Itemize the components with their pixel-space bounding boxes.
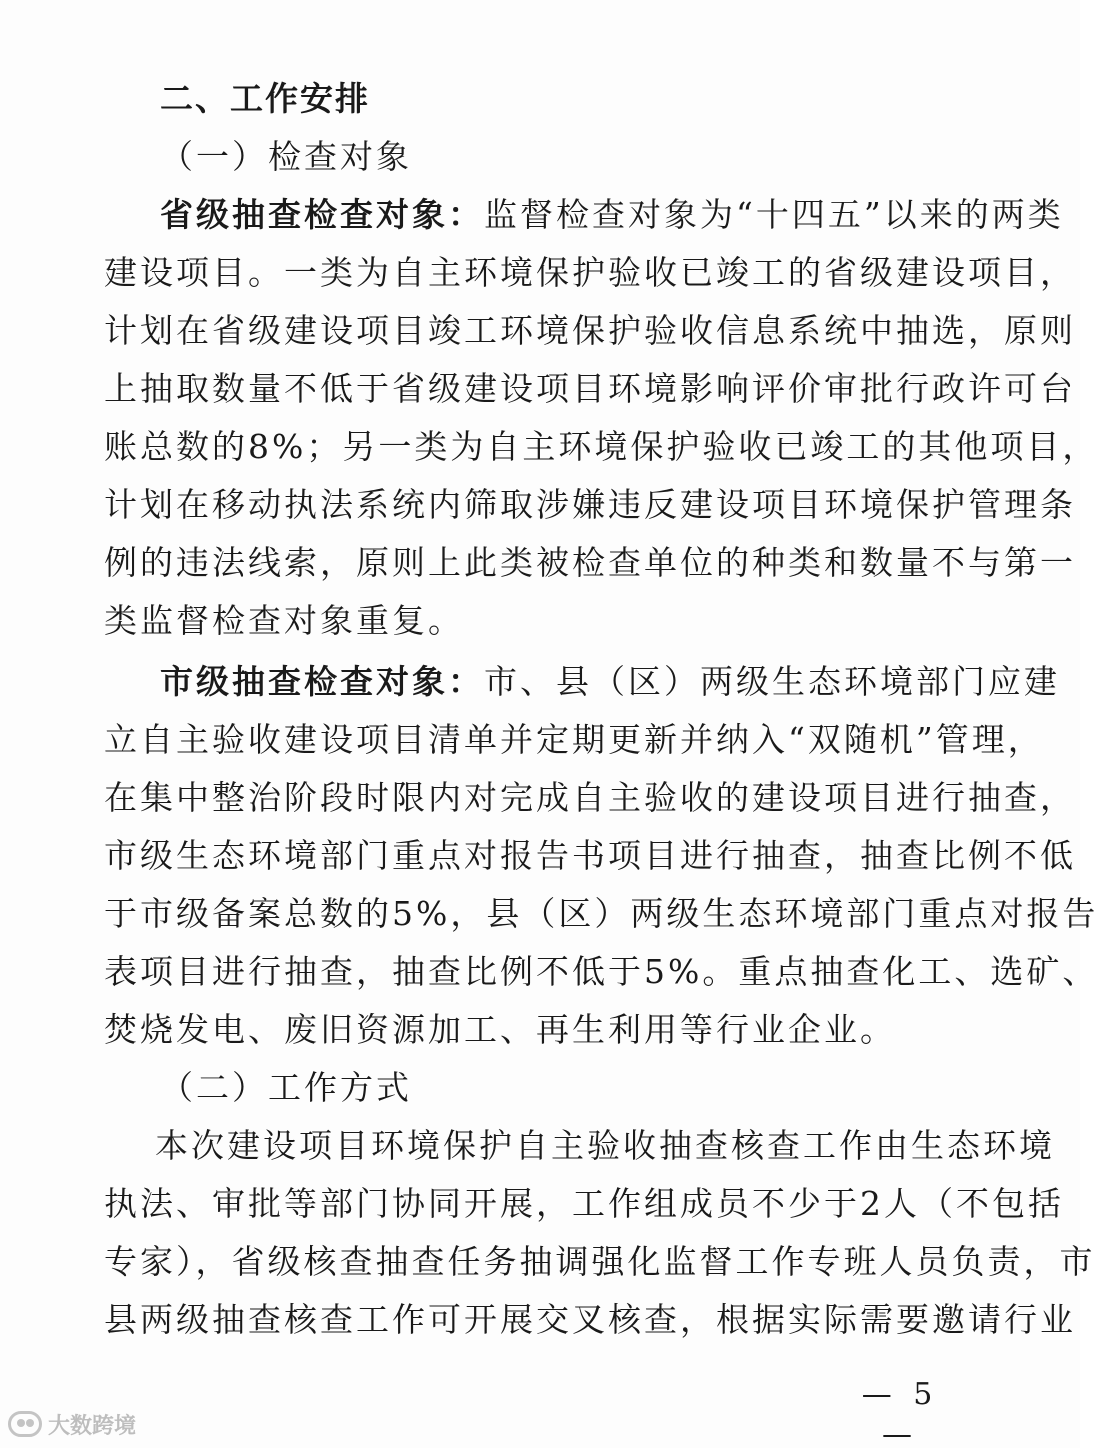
paragraph-method-first-line: 本次建设项目环境保护自主验收抽查核查工作由生态环境 bbox=[155, 1126, 1055, 1165]
paragraph-municipal-line: 市级生态环境部门重点对报告书项目进行抽查，抽查比例不低 bbox=[104, 836, 1076, 875]
paragraph-provincial-line: 例的违法线索，原则上此类被检查单位的种类和数量不与第一 bbox=[104, 543, 1076, 582]
paragraph-provincial-line: 类监督检查对象重复。 bbox=[104, 601, 464, 640]
municipal-first-line-text: 市、县（区）两级生态环境部门应建 bbox=[484, 662, 1060, 701]
subheading-inspection-targets: （一）检查对象 bbox=[160, 137, 412, 176]
paragraph-municipal-first-line bbox=[160, 653, 1060, 711]
municipal-label: 市级抽查检查对象： bbox=[160, 662, 484, 701]
watermark bbox=[8, 1406, 136, 1442]
provincial-first-line-text: 监督检查对象为“十四五”以来的两类 bbox=[484, 195, 1064, 234]
paragraph-municipal-line: 立自主验收建设项目清单并定期更新并纳入“双随机”管理， bbox=[104, 720, 1044, 759]
paragraph-provincial-line: 建设项目。一类为自主环境保护验收已竣工的省级建设项目， bbox=[104, 253, 1076, 292]
paragraph-provincial-line: 计划在省级建设项目竣工环境保护验收信息系统中抽选，原则 bbox=[104, 311, 1076, 350]
provincial-label: 省级抽查检查对象： bbox=[160, 195, 484, 234]
paragraph-method-line: 专家），省级核查抽查任务抽调强化监督工作专班人员负责，市 bbox=[104, 1242, 1096, 1281]
section-heading: 二、工作安排 bbox=[160, 79, 370, 118]
paragraph-provincial-first-line bbox=[160, 186, 1064, 244]
paragraph-municipal-line: 焚烧发电、废旧资源加工、再生利用等行业企业。 bbox=[104, 1010, 896, 1049]
paragraph-municipal-line: 在集中整治阶段时限内对完成自主验收的建设项目进行抽查， bbox=[104, 778, 1076, 817]
paragraph-method-line: 县两级抽查核查工作可开展交叉核查，根据实际需要邀请行业 bbox=[104, 1300, 1076, 1339]
watermark-text: 大数跨境 bbox=[48, 1413, 137, 1439]
paragraph-municipal-line: 于市级备案总数的5%，县（区）两级生态环境部门重点对报告 bbox=[104, 894, 1098, 933]
paragraph-provincial-line: 账总数的8%；另一类为自主环境保护验收已竣工的其他项目， bbox=[104, 427, 1098, 466]
paragraph-municipal-line: 表项目进行抽查，抽查比例不低于5%。重点抽查化工、选矿、 bbox=[104, 952, 1098, 991]
paragraph-provincial-line: 计划在移动执法系统内筛取涉嫌违反建设项目环境保护管理条 bbox=[104, 485, 1076, 524]
page-number: — 5 — bbox=[861, 1377, 939, 1452]
subheading-work-method: （二）工作方式 bbox=[160, 1068, 412, 1107]
paragraph-method-line: 执法、审批等部门协同开展，工作组成员不少于2人（不包括 bbox=[104, 1184, 1064, 1223]
logo-icon bbox=[8, 1411, 42, 1437]
paragraph-provincial-line: 上抽取数量不低于省级建设项目环境影响评价审批行政许可台 bbox=[104, 369, 1076, 408]
